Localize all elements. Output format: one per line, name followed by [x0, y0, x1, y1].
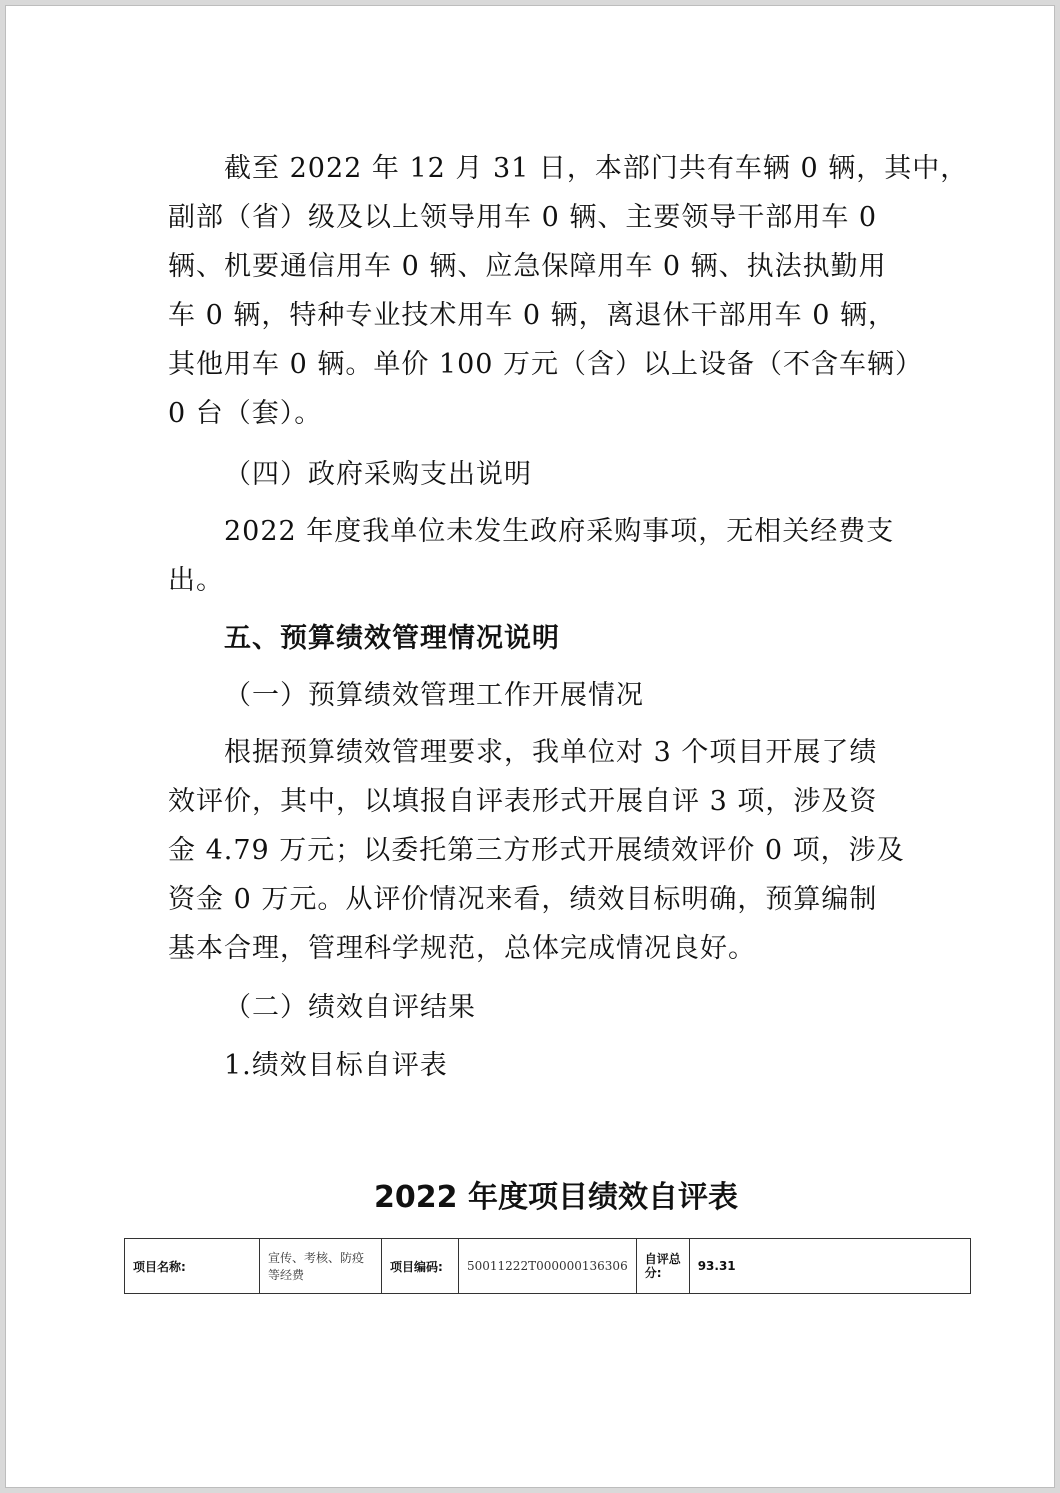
- text-line: 其他用车 0 辆。单价 100 万元（含）以上设备（不含车辆）: [168, 349, 924, 380]
- project-name-label: 项目名称:: [125, 1239, 260, 1294]
- heading-performance-work: [168, 671, 928, 720]
- project-name-value: 宣传、考核、防疫等经费: [260, 1239, 382, 1294]
- score-label: 自评总分:: [636, 1239, 689, 1294]
- table-title: 2022 年度项目绩效自评表: [374, 1180, 738, 1215]
- text-line: 副部（省）级及以上领导用车 0 辆、主要领导干部用车 0: [168, 202, 878, 233]
- paragraph-performance: [168, 728, 928, 973]
- table-row: [125, 1239, 971, 1294]
- subsection-heading: （二）绩效自评结果: [224, 992, 476, 1023]
- paragraph-procurement: [168, 507, 928, 605]
- project-code-value: 50011222T000000136306: [459, 1239, 637, 1294]
- text-line: 辆、机要通信用车 0 辆、应急保障用车 0 辆、执法执勤用: [168, 251, 887, 282]
- score-value: 93.31: [689, 1239, 970, 1294]
- subsection-heading: （一）预算绩效管理工作开展情况: [224, 680, 644, 711]
- text-line: 基本合理，管理科学规范，总体完成情况良好。: [168, 933, 756, 964]
- text-line: 资金 0 万元。从评价情况来看，绩效目标明确，预算编制: [168, 884, 878, 915]
- text-line: 效评价，其中，以填报自评表形式开展自评 3 项，涉及资: [168, 786, 878, 817]
- text-line: 根据预算绩效管理要求，我单位对 3 个项目开展了绩: [224, 737, 878, 768]
- heading-self-evaluation: [168, 983, 928, 1032]
- section-heading: （四）政府采购支出说明: [224, 459, 532, 490]
- subsection-heading: 1.绩效目标自评表: [224, 1050, 448, 1081]
- heading-performance: [168, 614, 928, 663]
- text-line: 2022 年度我单位未发生政府采购事项，无相关经费支: [224, 516, 895, 547]
- text-line: 金 4.79 万元；以委托第三方形式开展绩效评价 0 项，涉及: [168, 835, 905, 866]
- section-heading: 五、预算绩效管理情况说明: [224, 623, 560, 654]
- text-line: 0 台（套）。: [168, 398, 323, 429]
- text-line: 截至 2022 年 12 月 31 日，本部门共有车辆 0 辆，其中，: [224, 153, 969, 184]
- heading-procurement: [168, 450, 928, 499]
- text-line: 出。: [168, 565, 224, 596]
- paragraph-vehicles: [168, 144, 969, 438]
- document-page: [5, 5, 1055, 1488]
- evaluation-table: [124, 1238, 971, 1294]
- text-line: 车 0 辆，特种专业技术用车 0 辆，离退休干部用车 0 辆，: [168, 300, 897, 331]
- heading-target-table: [168, 1041, 928, 1090]
- project-code-label: 项目编码:: [382, 1239, 459, 1294]
